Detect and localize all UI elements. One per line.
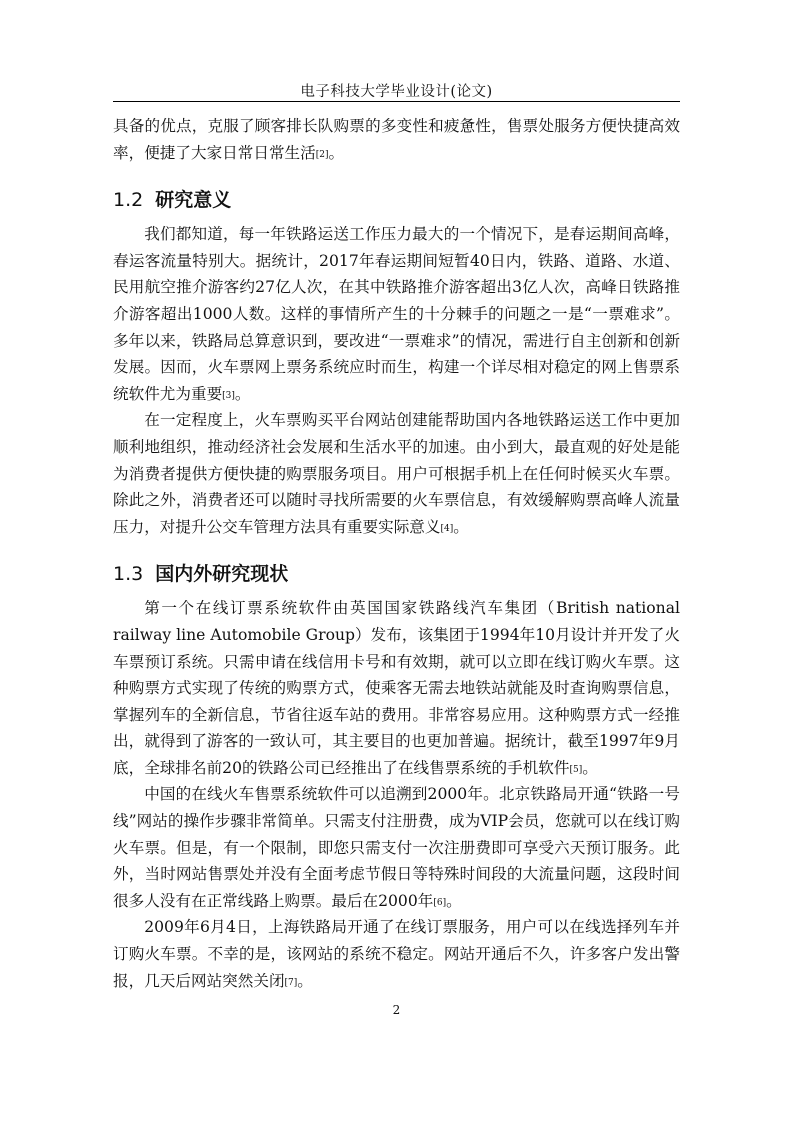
citation: [2] [315, 149, 329, 160]
section-title: 研究意义 [155, 189, 232, 212]
paragraph-tail: 。 [446, 891, 462, 910]
intro-continuation-paragraph [113, 113, 680, 166]
paragraph-text: 2009年6月4日，上海铁路局开通了在线订票服务，用户可以在线选择列车并订购火车票。不幸的是，该网站的系统不稳定。网站开通后不久，许多客户发出警报，几天后网站突然关闭 [113, 918, 680, 990]
paragraph-tail: 。 [297, 971, 313, 990]
citation: [7] [284, 977, 298, 988]
body-paragraph [113, 781, 680, 914]
body-paragraph [113, 221, 680, 407]
citation: [5] [569, 764, 583, 775]
paragraph-text: 我们都知道，每一年铁路运送工作压力最大的一个情况下，是春运期间高峰，春运客流量特别大。据统计，2017年春运期间短暂40日内，铁路、道路、水道、民用航空推介游客约27亿人次，在其中铁路推介游客超出3亿人次，高峰日铁路推介游客超出1000人数。这样的事情所产生的十分棘手的问题之一是“一票难求”。多年以来，铁路局总算意识到，要改进“一票难求”的情况，需进行自主创新和创新发展。因而，火车票网上票务系统应时而生，构建一个详尽相对稳定的网上售票系统软件尤为重要 [113, 225, 680, 403]
paragraph-tail: 。 [234, 384, 251, 403]
paragraph-tail: 。 [328, 143, 345, 162]
section-heading-1-2 [113, 186, 680, 214]
header-rule [113, 101, 680, 102]
paragraph-text: 在一定程度上，火车票购买平台网站创建能帮助国内各地铁路运送工作中更加顺利地组织，推动经济社会发展和生活水平的加速。由小到大，最直观的好处是能为消费者提供方便快捷的购票服务项目。用户可根据手机上在任何时候买火车票。除此之外，消费者还可以随时寻找所需要的火车票信息，有效缓解购票高峰人流量压力，对提升公交车管理方法具有重要实际意义 [113, 411, 680, 536]
paragraph-tail: 。 [582, 758, 598, 777]
body-paragraph [113, 914, 680, 994]
citation: [4] [440, 523, 454, 534]
page-header: 电子科技大学毕业设计(论文) [300, 84, 493, 100]
paragraph-text: 中国的在线火车售票系统软件可以追溯到2000年。北京铁路局开通“铁路一号线”网站的操作步骤非常简单。只需支付注册费，成为VIP会员，您就可以在线订购火车票。但是，有一个限制，即您只需支付一次注册费即可享受六天预订服务。此外，当时网站售票处并没有全面考虑节假日等特殊时间段的大流量问题，这段时间很多人没有在正常线路上购票。最后在2000年 [113, 785, 680, 910]
section-heading-1-3 [113, 560, 680, 588]
citation: [6] [433, 897, 447, 908]
body-paragraph [113, 407, 680, 540]
section-number: 1.2 [113, 189, 144, 212]
page-body [113, 113, 680, 994]
page-number: 2 [392, 1003, 401, 1017]
paragraph-text: 第一个在线订票系统软件由英国国家铁路线汽车集团（British national railway line Automobile Group）发布，该集团于1994年10月设计并开发了火车票预订系统。只需申请在线信用卡号和有效期，就可以立即在线订购火车票。这种购票方式实现了传统的购票方式，使乘客无需去地铁站就能及时查询购票信息，掌握列车的全新信息，节省往返车站的费用。非常容易应用。这种购票方式一经推出，就得到了游客的一致认可，其主要目的也更加普遍。据统计，截至1997年9月底，全球排名前20的铁路公司已经推出了在线售票系统的手机软件 [113, 599, 680, 777]
citation: [3] [222, 390, 235, 401]
paragraph-text: 具备的优点，克服了顾客排长队购票的多变性和疲惫性，售票处服务方便快捷高效率，便捷了大家日常日常生活 [113, 117, 680, 162]
paragraph-tail: 。 [453, 517, 469, 536]
body-paragraph [113, 595, 680, 781]
section-title: 国内外研究现状 [155, 563, 289, 586]
section-number: 1.3 [113, 563, 144, 586]
